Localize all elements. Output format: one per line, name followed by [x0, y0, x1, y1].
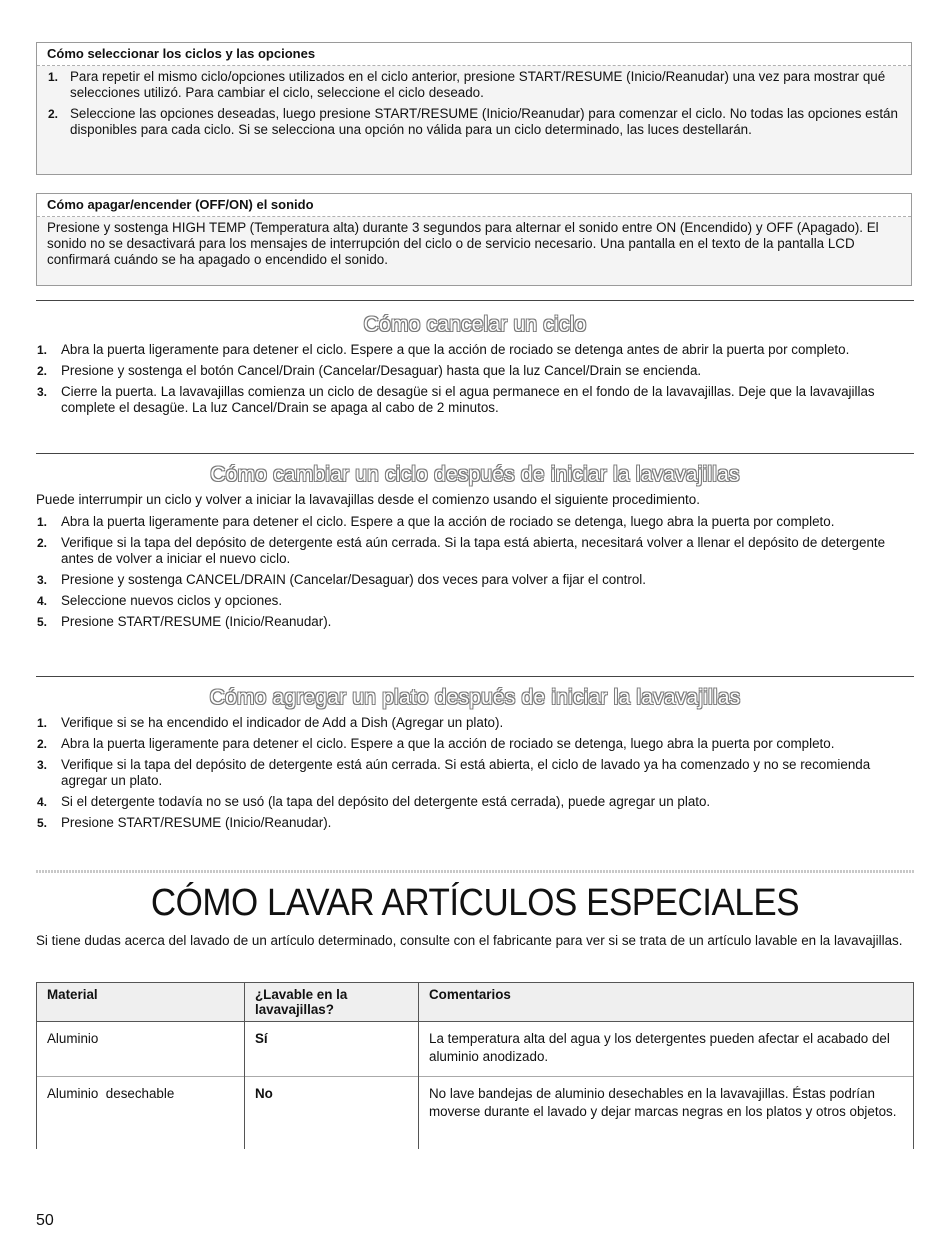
table-row	[37, 1077, 914, 1150]
cell-material: Aluminio desechable	[37, 1077, 245, 1150]
step-number: 1.	[37, 343, 48, 357]
step-text: Verifique si la tapa del depósito de detergente está aún cerrada. Si la tapa está abierta, necesitará volver a llenar el depósito de detergente antes de volver a iniciar el nuevo ciclo.	[61, 535, 886, 566]
sound-text: Presione y sostenga HIGH TEMP (Temperatura alta) durante 3 segundos para alternar el sonido entre ON (Encendido) y OFF (Apagado). El sonido no se desactivará para los mensajes de interrupción del ciclo o de servicio necesario. Una pantalla en el texto de la pantalla LCD confirmará cuándo se ha apagado o encendido el sonido.	[47, 220, 879, 267]
step-number: 3.	[37, 573, 48, 587]
step-number: 3.	[37, 385, 48, 399]
list-item	[36, 715, 914, 731]
change-steps	[36, 514, 914, 630]
step-number: 5.	[37, 615, 48, 629]
list-item	[36, 794, 914, 810]
list-item	[36, 363, 914, 379]
step-text: Presione y sostenga el botón Cancel/Drain (Cancelar/Desaguar) hasta que la luz Cancel/Drain se encienda.	[61, 363, 702, 378]
add-section-title: Cómo agregar un plato después de iniciar la lavavajillas	[209, 686, 741, 709]
step-text: Seleccione las opciones deseadas, luego presione START/RESUME (Inicio/Reanudar) para comenzar el ciclo. No todas las opciones están disponibles para cada ciclo. Si se selecciona una opción no válida para un ciclo determinado, las luces destellarán.	[70, 106, 898, 137]
step-text: Cierre la puerta. La lavavajillas comienza un ciclo de desagüe si el agua permanece en el fondo de la lavavajillas. Deje que la lavavajillas complete el desagüe. La luz Cancel/Drain se apaga al cabo de 2 minutos.	[61, 384, 875, 415]
list-item	[36, 815, 914, 831]
divider	[36, 453, 914, 454]
page-number: 50	[36, 1212, 54, 1229]
step-number: 1.	[37, 515, 48, 529]
table-header-row	[37, 983, 914, 1022]
step-number: 4.	[37, 795, 48, 809]
cycles-options-title: Cómo seleccionar los ciclos y las opciones	[37, 43, 911, 66]
step-number: 2.	[37, 536, 48, 550]
list-item	[36, 342, 914, 358]
header-comments: Comentarios	[419, 983, 914, 1022]
step-number: 2.	[37, 737, 48, 751]
add-section	[36, 715, 914, 836]
change-intro: Puede interrumpir un ciclo y volver a iniciar la lavavajillas desde el comienzo usando el siguiente procedimiento.	[36, 492, 700, 507]
step-number: 2.	[37, 364, 48, 378]
step-text: Verifique si se ha encendido el indicador de Add a Dish (Agregar un plato).	[61, 715, 504, 730]
divider	[36, 676, 914, 677]
list-item	[36, 593, 914, 609]
step-text: Seleccione nuevos ciclos y opciones.	[61, 593, 283, 608]
sound-title: Cómo apagar/encender (OFF/ON) el sonido	[37, 194, 911, 217]
step-text: Presione START/RESUME (Inicio/Reanudar).	[61, 815, 332, 830]
step-text: Abra la puerta ligeramente para detener el ciclo. Espere a que la acción de rociado se detenga, luego abra la puerta por completo.	[61, 514, 835, 529]
list-item	[36, 384, 914, 416]
step-number: 4.	[37, 594, 48, 608]
cell-washable: Sí	[245, 1022, 419, 1077]
dotted-divider	[36, 870, 914, 873]
cell-comment: No lave bandejas de aluminio desechables en la lavavajillas. Éstas podrían moverse durante el lavado y dejar marcas negras en los platos y otros objetos.	[419, 1077, 914, 1150]
cancel-section	[36, 342, 914, 421]
special-items-title: CÓMO LAVAR ARTÍCULOS ESPECIALES	[150, 882, 800, 924]
cancel-steps	[36, 342, 914, 416]
step-number: 3.	[37, 758, 48, 772]
materials-table	[36, 982, 914, 1149]
step-text: Abra la puerta ligeramente para detener el ciclo. Espere a que la acción de rociado se detenga, luego abra la puerta por completo.	[61, 736, 835, 751]
list-item	[36, 572, 914, 588]
list-item	[36, 614, 914, 630]
step-text: Para repetir el mismo ciclo/opciones utilizados en el ciclo anterior, presione START/RESUME (Inicio/Reanudar) una vez para mostrar qué selecciones utilizó. Para cambiar el ciclo, seleccione el ciclo deseado.	[70, 69, 886, 100]
step-number: 5.	[37, 816, 48, 830]
cell-comment: La temperatura alta del agua y los detergentes pueden afectar el acabado del aluminio anodizado.	[419, 1022, 914, 1077]
table-row	[37, 1022, 914, 1077]
list-item	[47, 69, 901, 101]
special-items-intro: Si tiene dudas acerca del lavado de un artículo determinado, consulte con el fabricante para ver si se trata de un artículo lavable en la lavavajillas.	[36, 933, 903, 948]
divider	[36, 300, 914, 301]
step-number: 2.	[48, 107, 59, 121]
list-item	[36, 514, 914, 530]
step-text: Verifique si la tapa del depósito de detergente está aún cerrada. Si está abierta, el ciclo de lavado ya ha comenzado y no se recomienda agregar un plato.	[61, 757, 871, 788]
step-number: 1.	[48, 70, 59, 84]
list-item	[36, 535, 914, 567]
header-washable: ¿Lavable en la lavavajillas?	[245, 983, 419, 1022]
sound-box	[36, 193, 912, 286]
list-item	[47, 106, 901, 138]
list-item	[36, 736, 914, 752]
step-number: 1.	[37, 716, 48, 730]
step-text: Abra la puerta ligeramente para detener el ciclo. Espere a que la acción de rociado se detenga antes de abrir la puerta por completo.	[61, 342, 850, 357]
cancel-section-title: Cómo cancelar un ciclo	[363, 313, 587, 336]
cycles-options-box	[36, 42, 912, 175]
step-text: Si el detergente todavía no se usó (la tapa del depósito del detergente está cerrada), puede agregar un plato.	[61, 794, 711, 809]
step-text: Presione START/RESUME (Inicio/Reanudar).	[61, 614, 332, 629]
list-item	[36, 757, 914, 789]
cycles-options-steps	[47, 69, 901, 138]
change-section-title: Cómo cambiar un ciclo después de iniciar la lavavajillas	[210, 463, 740, 486]
step-text: Presione y sostenga CANCEL/DRAIN (Cancelar/Desaguar) dos veces para volver a fijar el control.	[61, 572, 646, 587]
header-material: Material	[37, 983, 245, 1022]
cell-washable: No	[245, 1077, 419, 1150]
add-steps	[36, 715, 914, 831]
cell-material: Aluminio	[37, 1022, 245, 1077]
change-section	[36, 492, 914, 635]
